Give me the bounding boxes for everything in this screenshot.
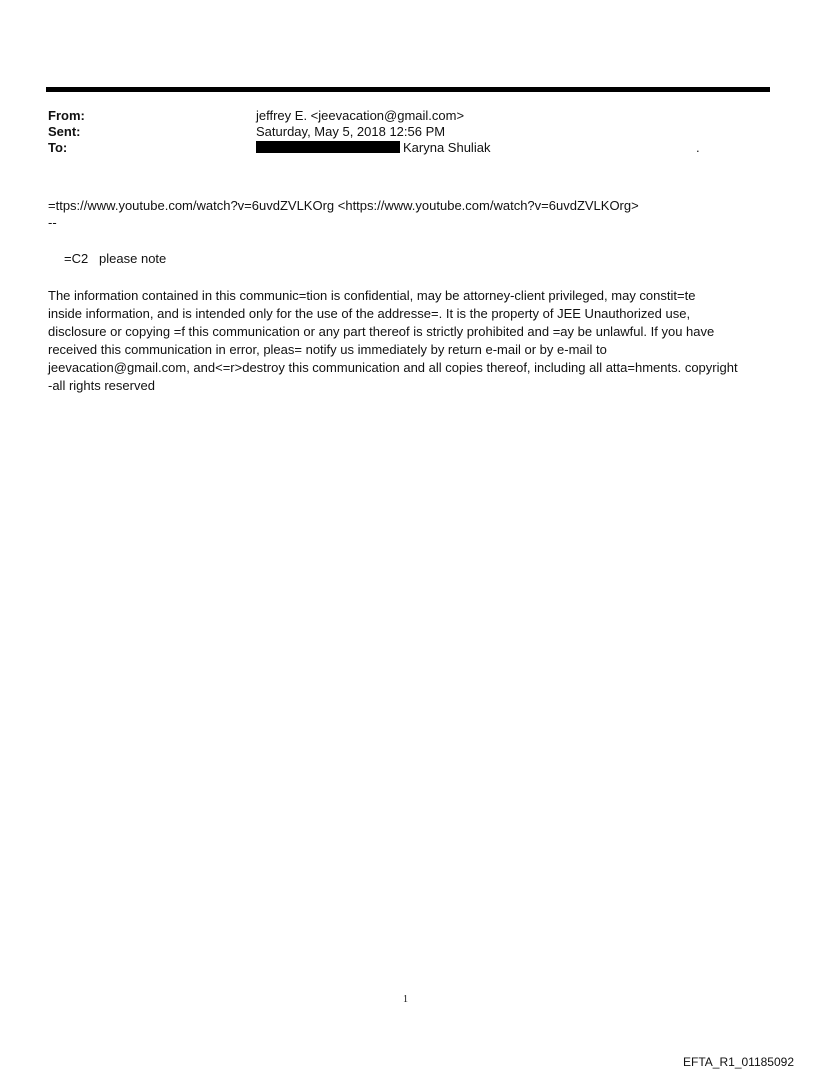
disclaimer-line: inside information, and is intended only for the use of the addresse=. It is the property of JEE Unauthorized use, (48, 306, 691, 321)
to-trailing-mark: . (696, 140, 700, 155)
sent-value: Saturday, May 5, 2018 12:56 PM (256, 124, 446, 139)
top-divider-rule (46, 87, 770, 92)
disclaimer-line: -all rights reserved (48, 378, 155, 393)
please-note-line: =C2 please note (64, 251, 167, 266)
youtube-link-line: =ttps://www.youtube.com/watch?v=6uvdZVLKOrg <https://www.youtube.com/watch?v=6uvdZVLKOrg> (48, 198, 639, 213)
signature-separator: -- (48, 215, 57, 230)
from-label: From: (48, 108, 85, 123)
bates-number: EFTA_R1_01185092 (683, 1055, 794, 1069)
confidentiality-disclaimer (48, 287, 774, 395)
to-label: To: (48, 140, 68, 155)
page-number: 1 (403, 994, 408, 1005)
sent-row (48, 124, 768, 140)
disclaimer-line: The information contained in this communic=tion is confidential, may be attorney-client privileged, may constit=te (48, 288, 696, 303)
disclaimer-line: jeevacation@gmail.com, and<=r>destroy this communication and all copies thereof, including all atta=hments. copyright (48, 360, 738, 375)
to-value-container (256, 140, 490, 156)
to-row (48, 140, 768, 156)
to-value: Karyna Shuliak (403, 140, 491, 155)
redaction-bar (256, 141, 400, 153)
sent-label: Sent: (48, 124, 81, 139)
email-header (48, 108, 768, 156)
disclaimer-line: disclosure or copying =f this communication or any part thereof is strictly prohibited and =ay be unlawful. If you have (48, 324, 715, 339)
from-row (48, 108, 768, 124)
from-value: jeffrey E. <jeevacation@gmail.com> (256, 108, 465, 123)
disclaimer-line: received this communication in error, pleas= notify us immediately by return e-mail or by e-mail to (48, 342, 607, 357)
